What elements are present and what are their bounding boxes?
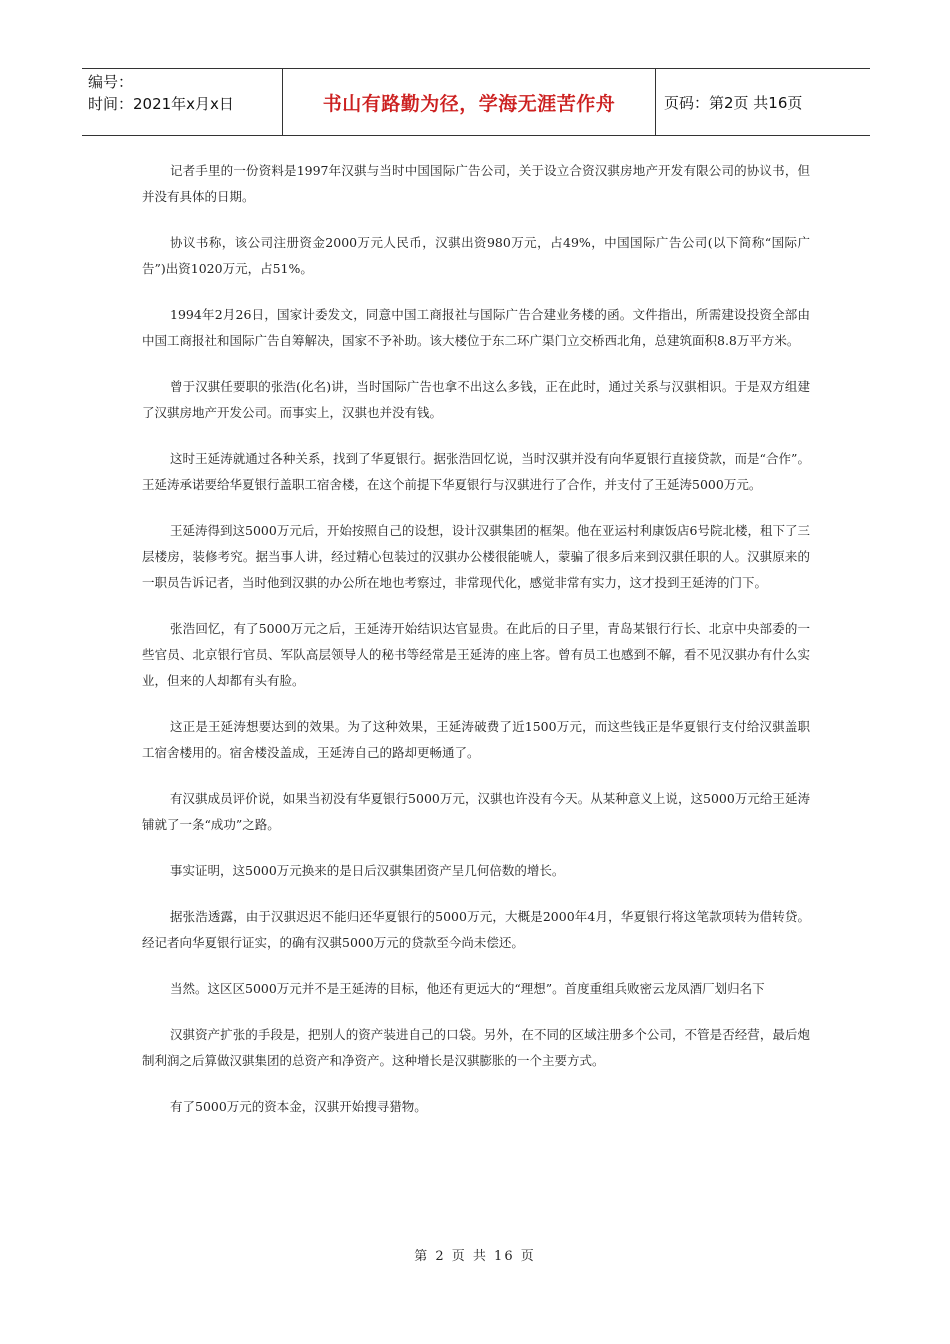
paragraph: 协议书称，该公司注册资金2000万元人民币，汉骐出资980万元，占49%，中国国际广告公司(以下简称“国际广告”)出资1020万元，占51%。 bbox=[142, 235, 810, 276]
page-footer: 第 2 页 共 16 页 bbox=[414, 1249, 536, 1264]
document-time-label: 时间：2021年x月x日 bbox=[88, 95, 234, 113]
paragraph: 1994年2月26日，国家计委发文，同意中国工商报社与国际广告合建业务楼的函。文件指出，所需建设投资全部由中国工商报社和国际广告自筹解决，国家不予补助。该大楼位于东二环广渠门立交桥西北角，总建筑面积8.8万平方米。 bbox=[142, 307, 810, 348]
paragraph: 王延涛得到这5000万元后，开始按照自己的设想，设计汉骐集团的框架。他在亚运村利康饭店6号院北楼，租下了三层楼房，装修考究。据当事人讲，经过精心包装过的汉骐办公楼很能唬人，蒙骗了很多后来到汉骐任职的人。汉骐原来的一职员告诉记者，当时他到汉骐的办公所在地也考察过，非常现代化，感觉非常有实力，这才投到王延涛的门下。 bbox=[142, 523, 810, 590]
header-page-label: 页码：第2页 共16页 bbox=[664, 93, 803, 112]
article-body bbox=[142, 158, 810, 1140]
paragraph: 张浩回忆，有了5000万元之后，王延涛开始结识达官显贵。在此后的日子里，青岛某银行行长、北京中央部委的一些官员、北京银行官员、军队高层领导人的秘书等经常是王延涛的座上客。曾有员工也感到不解，看不见汉骐办有什么实业，但来的人却都有头有脸。 bbox=[142, 621, 810, 688]
paragraph: 曾于汉骐任要职的张浩(化名)讲，当时国际广告也拿不出这么多钱，正在此时，通过关系与汉骐相识。于是双方组建了汉骐房地产开发公司。而事实上，汉骐也并没有钱。 bbox=[142, 379, 810, 420]
paragraph: 据张浩透露，由于汉骐迟迟不能归还华夏银行的5000万元，大概是2000年4月，华夏银行将这笔款项转为借转贷。经记者向华夏银行证实，的确有汉骐5000万元的贷款至今尚未偿还。 bbox=[142, 909, 810, 950]
header-meta bbox=[82, 69, 282, 135]
paragraph: 有了5000万元的资本金，汉骐开始搜寻猎物。 bbox=[170, 1099, 427, 1114]
paragraph: 当然。这区区5000万元并不是王延涛的目标，他还有更远大的“理想”。首度重组兵败密云龙凤酒厂划归名下 bbox=[170, 981, 765, 996]
paragraph: 记者手里的一份资料是1997年汉骐与当时中国国际广告公司，关于设立合资汉骐房地产开发有限公司的协议书，但并没有具体的日期。 bbox=[142, 163, 810, 204]
paragraph: 有汉骐成员评价说，如果当初没有华夏银行5000万元，汉骐也许没有今天。从某种意义上说，这5000万元给王延涛铺就了一条“成功”之路。 bbox=[142, 791, 810, 832]
paragraph: 汉骐资产扩张的手段是，把别人的资产装进自己的口袋。另外，在不同的区域注册多个公司，不管是否经营，最后炮制利润之后算做汉骐集团的总资产和净资产。这种增长是汉骐膨胀的一个主要方式。 bbox=[142, 1027, 810, 1068]
header-motto: 书山有路勤为径，学海无涯苦作舟 bbox=[282, 69, 656, 135]
paragraph: 这正是王延涛想要达到的效果。为了这种效果，王延涛破费了近1500万元，而这些钱正是华夏银行支付给汉骐盖职工宿舍楼用的。宿舍楼没盖成，王延涛自己的路却更畅通了。 bbox=[142, 719, 810, 760]
paragraph: 事实证明，这5000万元换来的是日后汉骐集团资产呈几何倍数的增长。 bbox=[170, 863, 565, 878]
document-code-label: 编号： bbox=[88, 73, 134, 91]
page-header bbox=[82, 68, 870, 136]
paragraph: 这时王延涛就通过各种关系，找到了华夏银行。据张浩回忆说，当时汉骐并没有向华夏银行直接贷款，而是“合作”。王延涛承诺要给华夏银行盖职工宿舍楼，在这个前提下华夏银行与汉骐进行了合作，并支付了王延涛5000万元。 bbox=[142, 451, 810, 492]
